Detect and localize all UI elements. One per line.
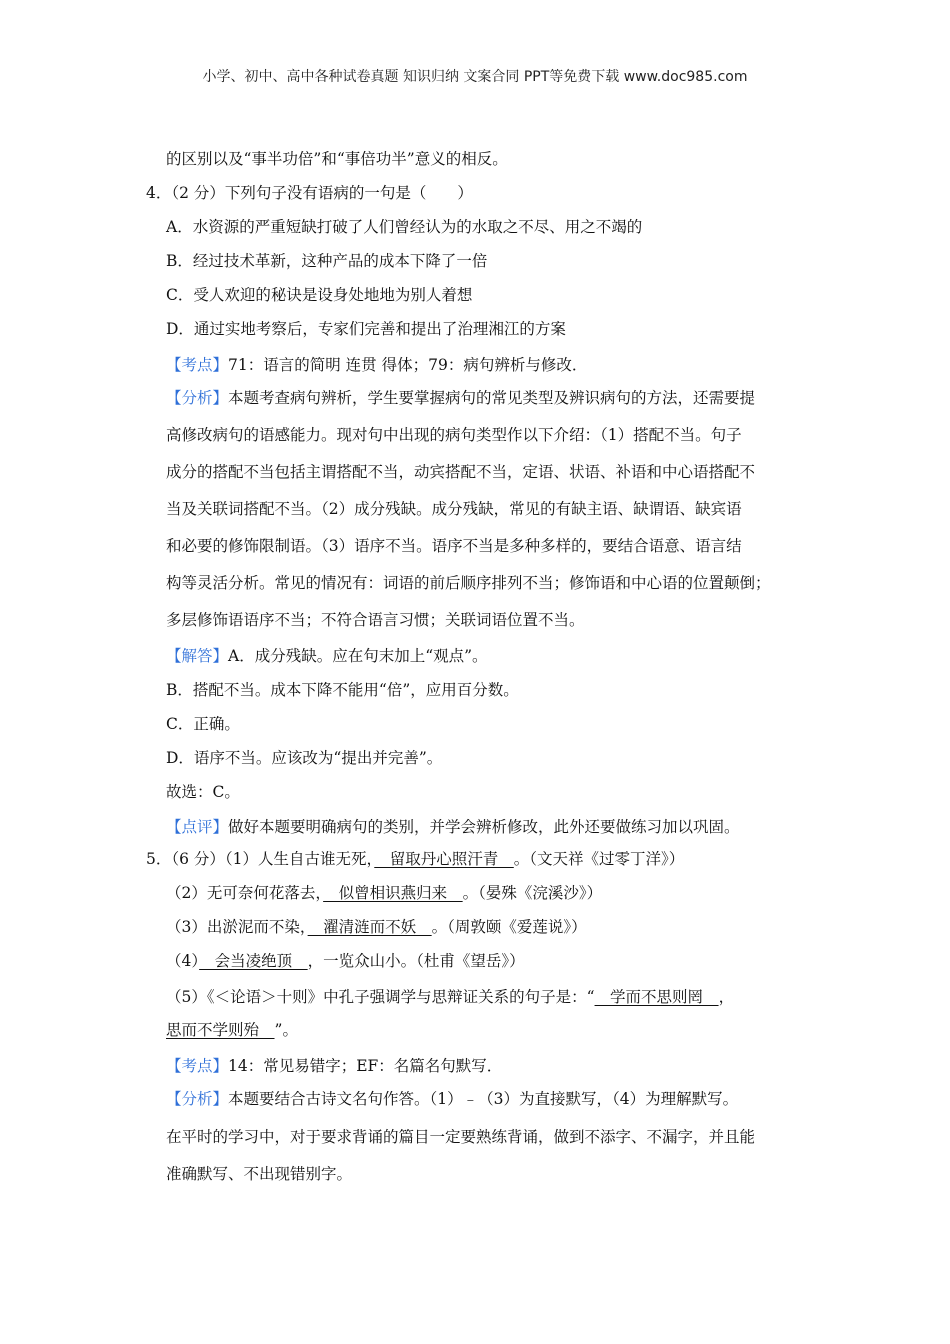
source-text: ，一览众山小。（杜甫《望岳》） bbox=[307, 952, 525, 970]
prompt-text: 5．（6 分）（1）人生自古谁无死， bbox=[146, 850, 375, 868]
analysis-line bbox=[166, 387, 755, 409]
analysis-line: 高修改病句的语感能力。现对句中出现的病句类型作以下介绍：（1）搭配不当。句子 bbox=[166, 426, 742, 444]
question-5-line-1 bbox=[146, 848, 684, 870]
tag-label: 【解答】 bbox=[166, 647, 229, 665]
prompt-text: （2）无可奈何花落去， bbox=[166, 884, 324, 902]
punctuation: ， bbox=[718, 988, 735, 1006]
knowledge-text: 14：常见易错字；EF：名篇名句默写． bbox=[228, 1057, 503, 1075]
analysis-line: 构等灵活分析。常见的情况有：词语的前后顺序排列不当；修饰语和中心语的位置颠倒； bbox=[166, 574, 771, 592]
source-text: 。（周敦颐《爱莲说》） bbox=[431, 918, 587, 936]
option-a: A．水资源的严重短缺打破了人们曾经认为的水取之不尽、用之不竭的 bbox=[166, 218, 643, 236]
knowledge-text: 71：语言的简明 连贯 得体；79：病句辨析与修改． bbox=[228, 356, 588, 374]
prompt-text: （3）出淤泥而不染， bbox=[166, 918, 308, 936]
fill-blank-answer: 会当凌绝顶 bbox=[199, 952, 308, 970]
fill-blank-answer: 濯清涟而不妖 bbox=[307, 918, 432, 936]
prompt-text: （5）《＜论语＞十则》中孔子强调学与思辩证关系的句子是：“ bbox=[166, 988, 595, 1006]
question-5-line-2 bbox=[166, 882, 602, 904]
knowledge-point bbox=[166, 354, 587, 376]
analysis-line: 成分的搭配不当包括主谓搭配不当，动宾搭配不当，定语、状语、补语和中心语搭配不 bbox=[166, 463, 756, 481]
option-d: D．通过实地考察后，专家们完善和提出了治理湘江的方案 bbox=[166, 320, 566, 338]
source-text: 。（晏殊《浣溪沙》） bbox=[462, 884, 603, 902]
question-5-line-3 bbox=[166, 916, 587, 938]
page-header: 小学、初中、高中各种试卷真题 知识归纳 文案合同 PPT等免费下载 www.doc985.com bbox=[202, 69, 748, 85]
analysis-line: 在平时的学习中，对于要求背诵的篇目一定要熟练背诵，做到不添字、不漏字，并且能 bbox=[166, 1128, 756, 1146]
fill-blank-answer: 思而不学则殆 bbox=[166, 1021, 275, 1039]
text-line: 的区别以及“事半功倍”和“事倍功半”意义的相反。 bbox=[166, 150, 508, 168]
answer-line: D．语序不当。应该改为“提出并完善”。 bbox=[166, 749, 443, 767]
question-5-line-5 bbox=[166, 986, 734, 1008]
tag-label: 【考点】 bbox=[166, 1057, 229, 1075]
fill-blank-answer: 似曾相识燕归来 bbox=[323, 884, 463, 902]
analysis-text: 本题要结合古诗文名句作答。（1）﹣（3）为直接默写，（4）为理解默写。 bbox=[228, 1090, 739, 1108]
question-5-line-6 bbox=[166, 1019, 298, 1041]
comment-line bbox=[166, 816, 740, 838]
tag-label: 【考点】 bbox=[166, 356, 229, 374]
analysis-line: 当及关联词搭配不当。（2）成分残缺。成分残缺，常见的有缺主语、缺谓语、缺宾语 bbox=[166, 500, 742, 518]
fill-blank-answer: 留取丹心照汗青 bbox=[374, 850, 514, 868]
answer-line: C．正确。 bbox=[166, 715, 240, 733]
final-choice: 故选：C。 bbox=[166, 783, 240, 801]
analysis-text: 本题考查病句辨析，学生要掌握病句的常见类型及辨识病句的方法，还需要提 bbox=[228, 389, 756, 407]
option-b: B．经过技术革新，这种产品的成本下降了一倍 bbox=[166, 252, 488, 270]
answer-line bbox=[166, 645, 488, 667]
answer-text: A．成分残缺。应在句末加上“观点”。 bbox=[228, 647, 488, 665]
analysis-line: 和必要的修饰限制语。（3）语序不当。语序不当是多种多样的，要结合语意、语言结 bbox=[166, 537, 742, 555]
prompt-text: （4） bbox=[166, 952, 200, 970]
punctuation: ”。 bbox=[274, 1021, 298, 1039]
tag-label: 【分析】 bbox=[166, 1090, 229, 1108]
answer-line: B．搭配不当。成本下降不能用“倍”，应用百分数。 bbox=[166, 681, 519, 699]
knowledge-point bbox=[166, 1055, 502, 1077]
analysis-line: 准确默写、不出现错别字。 bbox=[166, 1165, 353, 1183]
tag-label: 【分析】 bbox=[166, 389, 229, 407]
option-c: C．受人欢迎的秘诀是设身处地地为别人着想 bbox=[166, 286, 473, 304]
analysis-line: 多层修饰语语序不当；不符合语言习惯；关联词语位置不当。 bbox=[166, 611, 585, 629]
question-4-stem: 4．（2 分）下列句子没有语病的一句是（ ） bbox=[146, 184, 473, 202]
fill-blank-answer: 学而不思则罔 bbox=[594, 988, 719, 1006]
question-5-line-4 bbox=[166, 950, 525, 972]
analysis-line bbox=[166, 1088, 738, 1110]
source-text: 。（文天祥《过零丁洋》） bbox=[513, 850, 685, 868]
comment-text: 做好本题要明确病句的类别，并学会辨析修改，此外还要做练习加以巩固。 bbox=[228, 818, 740, 836]
tag-label: 【点评】 bbox=[166, 818, 229, 836]
